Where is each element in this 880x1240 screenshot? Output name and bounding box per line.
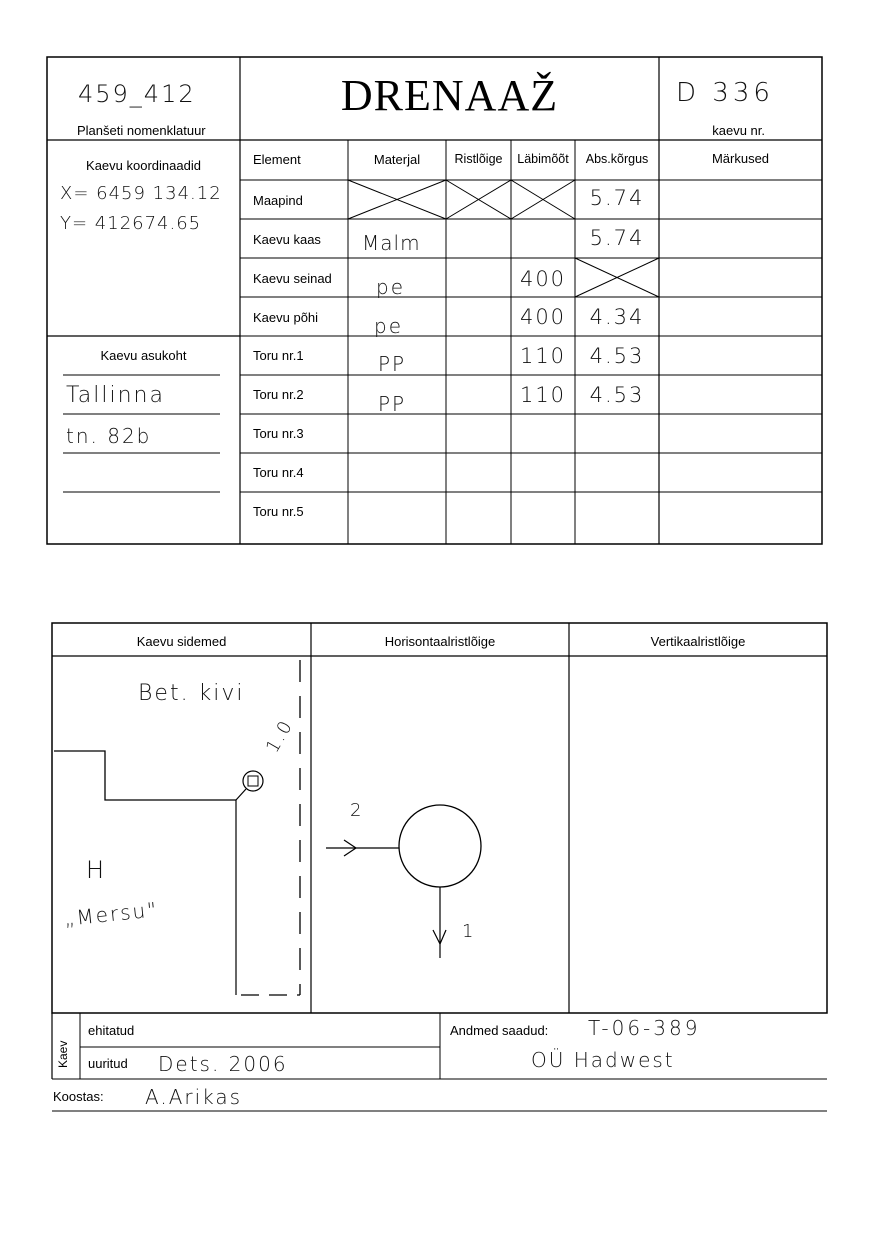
row-elevation: 4.34 [589, 305, 645, 329]
sheet-number: 459_412 [78, 80, 196, 108]
plan-pipe-out-label: 1 [462, 921, 476, 942]
coordinate-x: X= 6459 134.12 [60, 183, 222, 204]
col-header-element: Element [253, 152, 301, 167]
row-element: Kaevu põhi [253, 310, 319, 325]
row-element: Kaevu kaas [253, 232, 321, 247]
coordinates-label: Kaevu koordinaadid [86, 158, 201, 173]
well-number: D 336 [676, 78, 774, 108]
row-material: PP [378, 392, 407, 416]
built-label: ehitatud [88, 1023, 135, 1038]
row-material: Malm [362, 231, 421, 255]
row-element: Maapind [253, 193, 303, 208]
row-element: Toru nr.3 [253, 426, 304, 441]
coordinate-y: Y= 412674.65 [60, 213, 202, 234]
row-diameter: 400 [519, 305, 567, 329]
location-label: Kaevu asukoht [100, 348, 187, 363]
ties-building-label: H [86, 856, 107, 884]
col-header-material: Materjal [373, 152, 421, 167]
sheet-label: Planšeti nomenklatuur [77, 123, 206, 138]
row-diameter: 110 [519, 383, 567, 407]
ties-distance: 1.0 [262, 716, 298, 757]
row-element: Toru nr.1 [253, 348, 304, 363]
page-title: DRENAAŽ [340, 71, 559, 120]
author-value: A.Arikas [145, 1085, 243, 1109]
row-material: pe [374, 314, 403, 338]
row-material: PP [378, 352, 407, 376]
author-label: Koostas: [53, 1089, 104, 1104]
row-diameter: 400 [519, 267, 567, 291]
row-elevation: 5.74 [589, 226, 645, 250]
plan-pipe-in-label: 2 [350, 800, 364, 821]
row-elevation: 4.53 [589, 383, 645, 407]
sketch-header-ties: Kaevu sidemed [136, 634, 227, 649]
col-header-section: Ristlõige [454, 152, 503, 166]
data-reference: T-06-389 [588, 1016, 701, 1040]
surveyed-value: Dets. 2006 [158, 1052, 288, 1076]
row-material: pe [376, 275, 405, 299]
col-header-notes: Märkused [711, 151, 770, 166]
row-elevation: 4.53 [589, 344, 645, 368]
ties-building-name: „Mersu" [63, 897, 160, 931]
surveyed-label: uuritud [88, 1056, 128, 1071]
row-element: Kaevu seinad [253, 271, 332, 286]
row-element: Toru nr.4 [253, 465, 304, 480]
data-source: OÜ Hadwest [531, 1048, 675, 1072]
data-source-label: Andmed saadud: [450, 1023, 549, 1038]
row-element: Toru nr.5 [253, 504, 304, 519]
col-header-elevation: Abs.kõrgus [585, 152, 649, 166]
sketch-header-horizontal: Horisontaalristlõige [384, 634, 496, 649]
row-element: Toru nr.2 [253, 387, 304, 402]
row-elevation: 5.74 [589, 186, 645, 210]
footer-side-label: Kaev [56, 1040, 70, 1068]
sketch-header-vertical: Vertikaalristlõige [650, 634, 746, 649]
location-line2: tn. 82b [66, 424, 152, 448]
row-diameter: 110 [519, 344, 567, 368]
col-header-diameter: Läbimõõt [517, 152, 569, 166]
well-label: kaevu nr. [712, 123, 765, 138]
ties-surface-label: Bet. kivi [138, 681, 245, 706]
location-line1: Tallinna [66, 383, 165, 408]
